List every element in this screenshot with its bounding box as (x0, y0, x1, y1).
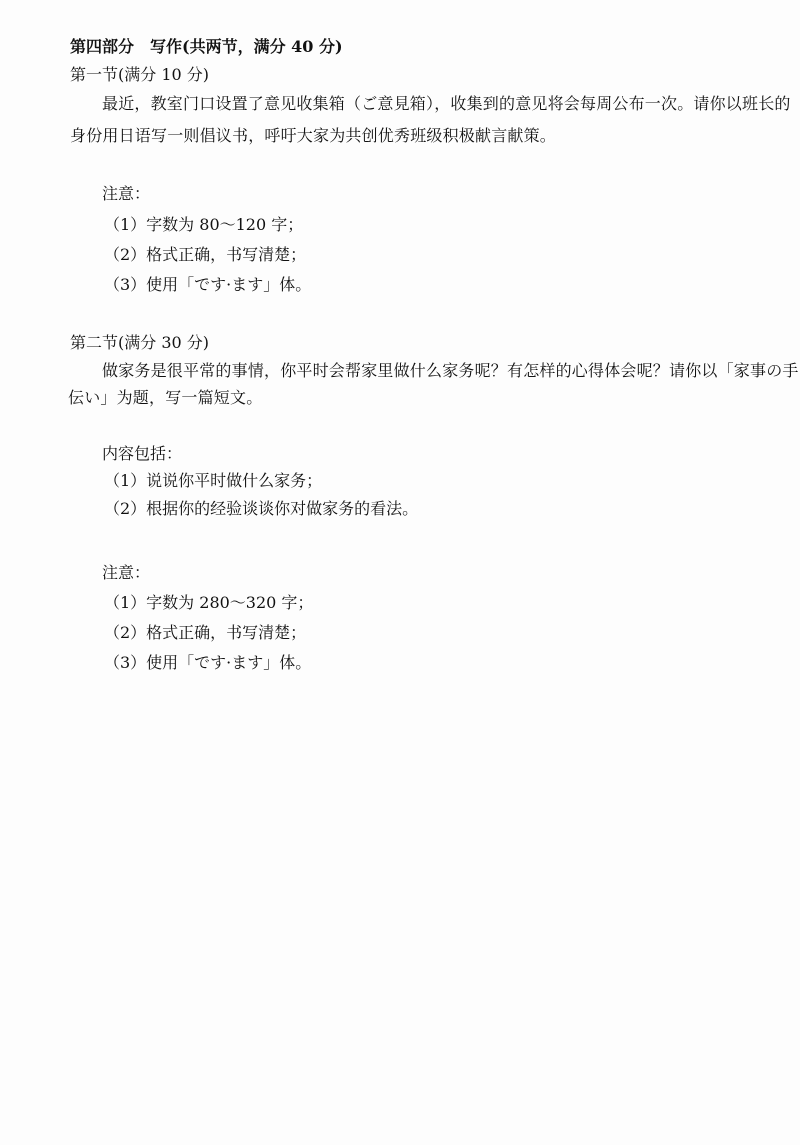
section1-note-2: （2）格式正确，书写清楚； (104, 245, 307, 264)
section2-title: 第二节(满分 30 分) (70, 333, 210, 352)
section1-prompt-line1: 最近，教室门口设置了意见收集箱（ご意見箱），收集到的意见将会每周公布一次。请你以班长的 (102, 94, 791, 113)
section2-prompt-line2: 伝い」为题，写一篇短文。 (68, 388, 263, 407)
section2-content-label: 内容包括： (102, 444, 183, 463)
section1-notes-label: 注意： (102, 184, 151, 203)
section1-prompt-line2: 身份用日语写一则倡议书，呼吁大家为共创优秀班级积极献言献策。 (70, 126, 557, 145)
section2-note-2: （2）格式正确，书写清楚； (104, 623, 307, 642)
section2-prompt-line1: 做家务是很平常的事情，你平时会帮家里做什么家务呢？有怎样的心得体会呢？请你以「家事の手 (102, 361, 799, 380)
section1-note-3: （3）使用「です·ます」体。 (104, 275, 312, 294)
section2-note-3: （3）使用「です·ます」体。 (104, 653, 312, 672)
section2-note-1: （1）字数为 280～320 字； (104, 593, 314, 612)
section1-note-1: （1）字数为 80～120 字； (104, 215, 304, 234)
part-title: 第四部分 写作(共两节，满分 40 分) (70, 37, 343, 56)
section2-notes-label: 注意： (102, 563, 151, 582)
section1-title: 第一节(满分 10 分) (70, 65, 210, 84)
section2-content-item-1: （1）说说你平时做什么家务； (104, 471, 323, 490)
section2-content-item-2: （2）根据你的经验谈谈你对做家务的看法。 (104, 499, 419, 518)
